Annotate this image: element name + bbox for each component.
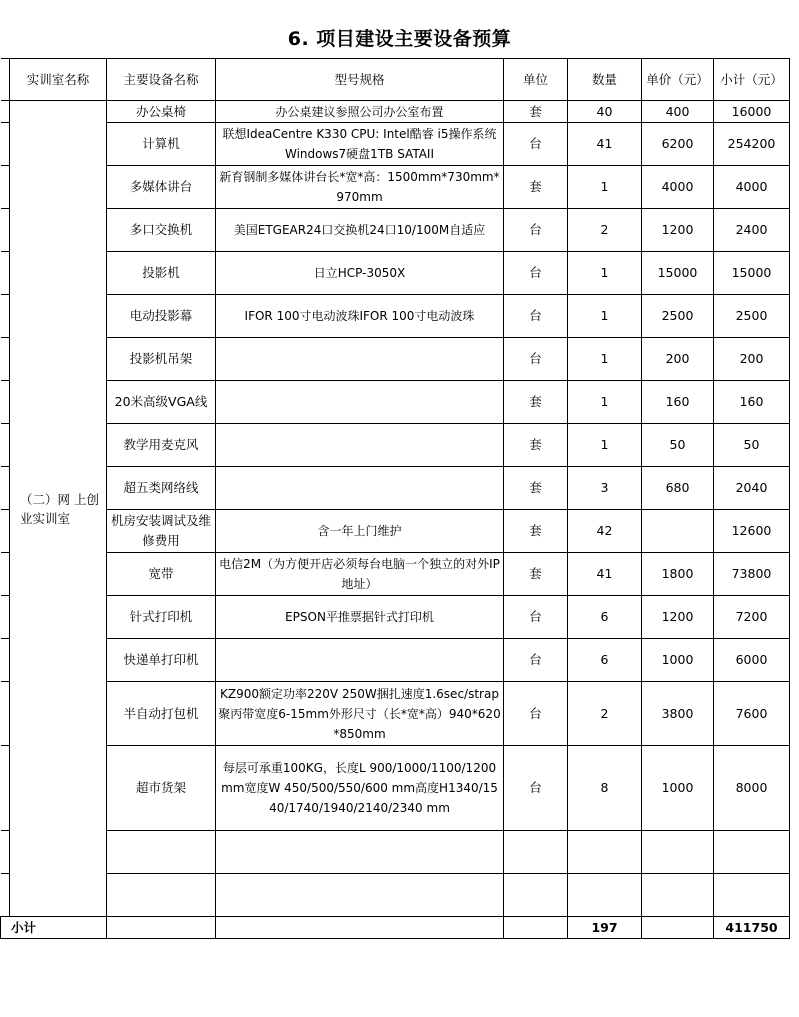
subtotal-cell: 50 [714,424,790,467]
qty-cell: 8 [568,746,642,831]
equipment-name-cell: 电动投影幕 [107,295,216,338]
unit-cell: 套 [504,101,568,123]
qty-cell: 6 [568,596,642,639]
empty-cell [568,831,642,874]
price-cell: 1000 [642,746,714,831]
empty-cell [504,874,568,917]
subtotal-cell: 160 [714,381,790,424]
table-row [1,252,790,295]
gutter-cell [1,101,10,123]
spec-cell: KZ900额定功率220V 250W捆扎速度1.6sec/strap聚丙带宽度6-15mm外形尺寸（长*宽*高）940*620*850mm [216,682,504,746]
qty-cell: 6 [568,639,642,682]
equipment-name-cell: 投影机吊架 [107,338,216,381]
price-cell: 200 [642,338,714,381]
gutter-cell [1,596,10,639]
spec-cell [216,467,504,510]
unit-cell: 台 [504,209,568,252]
total-label: 小计 [1,917,107,939]
header-spec: 型号规格 [216,59,504,101]
unit-cell: 套 [504,467,568,510]
gutter-cell [1,639,10,682]
gutter-cell [1,338,10,381]
subtotal-cell: 8000 [714,746,790,831]
empty-cell [714,874,790,917]
spec-cell: 美国ETGEAR24口交换机24口10/100M自适应 [216,209,504,252]
unit-cell: 台 [504,639,568,682]
spec-cell: 日立HCP-3050X [216,252,504,295]
qty-cell: 1 [568,381,642,424]
gutter-cell [1,746,10,831]
empty-cell [714,831,790,874]
price-cell [642,510,714,553]
spec-cell [216,338,504,381]
subtotal-cell: 12600 [714,510,790,553]
total-qty: 197 [568,917,642,939]
equipment-name-cell: 20米高级VGA线 [107,381,216,424]
page-title: 6. 项目建设主要设备预算 [287,28,512,50]
empty-cell [107,917,216,939]
equipment-name-cell: 多口交换机 [107,209,216,252]
table-row [1,553,790,596]
equipment-name-cell: 投影机 [107,252,216,295]
price-cell: 3800 [642,682,714,746]
unit-cell: 台 [504,123,568,166]
empty-cell [504,917,568,939]
header-equipment: 主要设备名称 [107,59,216,101]
table-row [1,338,790,381]
price-cell: 4000 [642,166,714,209]
price-cell: 15000 [642,252,714,295]
gutter-cell [1,831,10,874]
price-cell: 680 [642,467,714,510]
equipment-name-cell: 宽带 [107,553,216,596]
spec-cell [216,639,504,682]
qty-cell: 1 [568,252,642,295]
unit-cell: 台 [504,596,568,639]
table-row [1,639,790,682]
qty-cell: 41 [568,553,642,596]
equipment-name-cell: 机房安装调试及维修费用 [107,510,216,553]
table-row [1,101,790,123]
equipment-name-cell: 半自动打包机 [107,682,216,746]
gutter-cell [1,510,10,553]
unit-cell: 套 [504,424,568,467]
gutter-cell [1,682,10,746]
subtotal-cell: 73800 [714,553,790,596]
gutter-cell [1,424,10,467]
empty-cell [216,874,504,917]
gutter-cell [1,166,10,209]
table-row [1,467,790,510]
gutter-cell [1,874,10,917]
header-unit: 单位 [504,59,568,101]
spec-cell: 每层可承重100KG，长度L 900/1000/1100/1200 mm宽度W 450/500/550/600 mm高度H1340/1540/1740/1940/2140/2340 mm [216,746,504,831]
subtotal-cell: 2400 [714,209,790,252]
empty-cell [642,917,714,939]
table-row [1,166,790,209]
price-cell: 1800 [642,553,714,596]
subtotal-cell: 200 [714,338,790,381]
spec-cell: 联想IdeaCentre K330 CPU: Intel酷睿 i5操作系统Windows7硬盘1TB SATAII [216,123,504,166]
unit-cell: 台 [504,295,568,338]
price-cell: 1200 [642,596,714,639]
unit-cell: 台 [504,252,568,295]
subtotal-cell: 2040 [714,467,790,510]
table-row [1,209,790,252]
equipment-name-cell: 快递单打印机 [107,639,216,682]
equipment-name-cell: 针式打印机 [107,596,216,639]
price-cell: 400 [642,101,714,123]
equipment-name-cell: 超五类网络线 [107,467,216,510]
spec-cell: 新育钢制多媒体讲台长*宽*高：1500mm*730mm*970mm [216,166,504,209]
budget-table [0,58,790,939]
qty-cell: 3 [568,467,642,510]
spec-cell: EPSON平推票据针式打印机 [216,596,504,639]
spec-cell: 电信2M（为方便开店必须每台电脑一个独立的对外IP地址） [216,553,504,596]
subtotal-cell: 6000 [714,639,790,682]
table-row [1,424,790,467]
header-row [1,59,790,101]
subtotal-cell: 254200 [714,123,790,166]
blank-row [1,874,790,917]
empty-cell [568,874,642,917]
subtotal-cell: 7200 [714,596,790,639]
spec-cell: IFOR 100寸电动波珠IFOR 100寸电动波珠 [216,295,504,338]
qty-cell: 1 [568,338,642,381]
unit-cell: 台 [504,338,568,381]
unit-cell: 套 [504,166,568,209]
empty-cell [216,917,504,939]
blank-row [1,831,790,874]
header-subtotal: 小计（元） [714,59,790,101]
gutter-cell [1,252,10,295]
price-cell: 50 [642,424,714,467]
qty-cell: 1 [568,295,642,338]
gutter-cell [1,467,10,510]
qty-cell: 40 [568,101,642,123]
equipment-name-cell: 计算机 [107,123,216,166]
subtotal-cell: 2500 [714,295,790,338]
subtotal-cell: 15000 [714,252,790,295]
header-qty: 数量 [568,59,642,101]
gutter-cell [1,123,10,166]
table-row [1,746,790,831]
spec-cell [216,381,504,424]
room-name-cell: （二）网 上创业实训室 [10,101,107,917]
price-cell: 1200 [642,209,714,252]
unit-cell: 台 [504,746,568,831]
spec-cell [216,424,504,467]
table-row [1,596,790,639]
price-cell: 1000 [642,639,714,682]
total-subtotal: 411750 [714,917,790,939]
empty-cell [504,831,568,874]
equipment-name-cell: 多媒体讲台 [107,166,216,209]
empty-cell [642,874,714,917]
table-row [1,123,790,166]
empty-cell [216,831,504,874]
qty-cell: 1 [568,424,642,467]
qty-cell: 2 [568,682,642,746]
equipment-name-cell: 超市货架 [107,746,216,831]
table-row [1,682,790,746]
equipment-name-cell: 办公桌椅 [107,101,216,123]
header-room: 实训室名称 [10,59,107,101]
table-row [1,381,790,424]
gutter-cell [1,381,10,424]
price-cell: 160 [642,381,714,424]
unit-cell: 套 [504,553,568,596]
unit-cell: 套 [504,510,568,553]
gutter-cell [1,209,10,252]
qty-cell: 2 [568,209,642,252]
total-row [1,917,790,939]
qty-cell: 42 [568,510,642,553]
qty-cell: 41 [568,123,642,166]
empty-cell [107,874,216,917]
price-cell: 2500 [642,295,714,338]
unit-cell: 套 [504,381,568,424]
gutter-cell [1,553,10,596]
price-cell: 6200 [642,123,714,166]
qty-cell: 1 [568,166,642,209]
table-row [1,295,790,338]
unit-cell: 台 [504,682,568,746]
gutter-cell [1,59,10,101]
table-row [1,510,790,553]
gutter-cell [1,295,10,338]
header-price: 单价（元） [642,59,714,101]
subtotal-cell: 16000 [714,101,790,123]
empty-cell [107,831,216,874]
subtotal-cell: 7600 [714,682,790,746]
subtotal-cell: 4000 [714,166,790,209]
spec-cell: 含一年上门维护 [216,510,504,553]
equipment-name-cell: 教学用麦克风 [107,424,216,467]
spec-cell: 办公桌建议参照公司办公室布置 [216,101,504,123]
empty-cell [642,831,714,874]
